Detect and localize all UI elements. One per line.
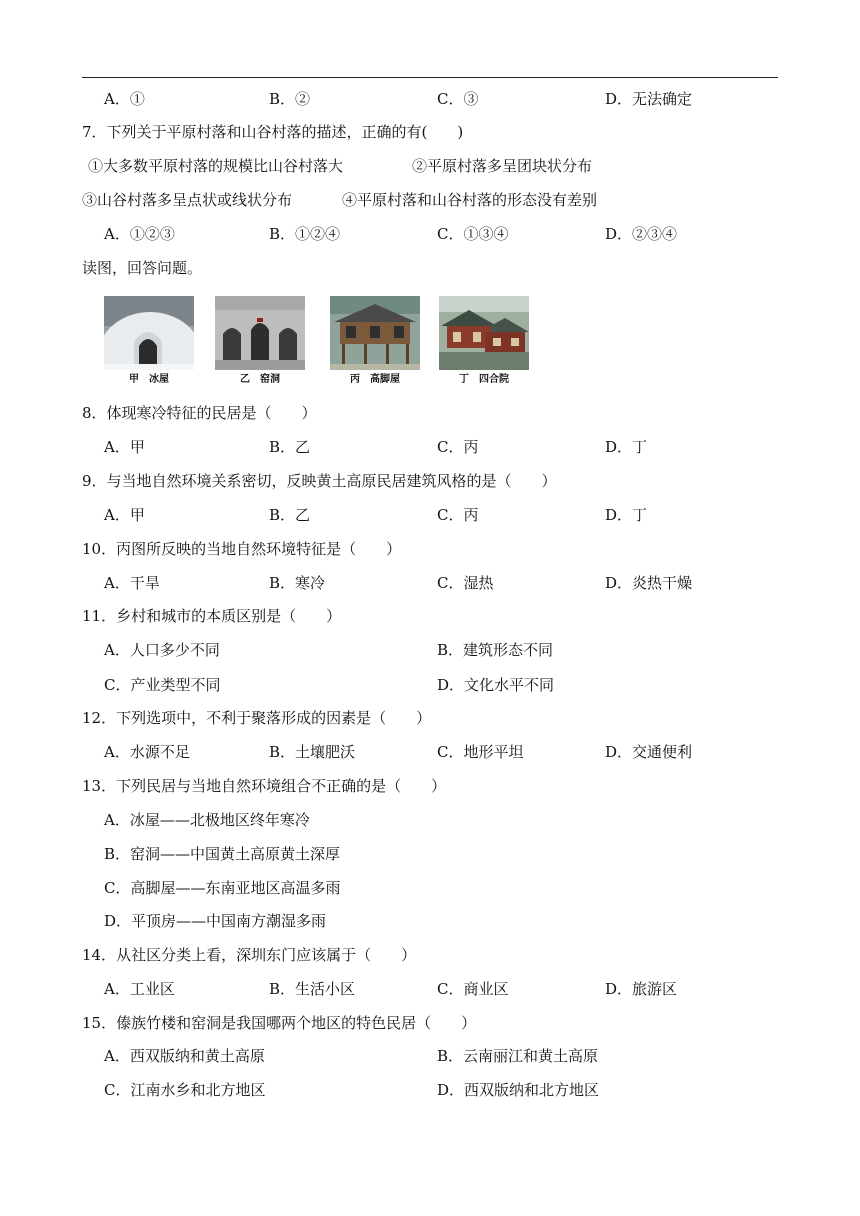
q9-option-b[interactable]: B．乙 <box>269 506 311 524</box>
q13-option-b[interactable]: B．窑洞——中国黄土高原黄土深厚 <box>104 845 341 863</box>
q11-option-b[interactable]: B．建筑形态不同 <box>437 641 554 659</box>
q6-option-c[interactable]: C．③ <box>437 90 479 108</box>
q7-option-b[interactable]: B．①②④ <box>269 225 341 243</box>
q14-options <box>82 977 782 1001</box>
q13-option-c[interactable]: C．高脚屋——东南亚地区高温多雨 <box>104 879 341 897</box>
cave-dwelling-photo <box>215 296 305 388</box>
q8-options <box>82 435 782 459</box>
q12-options <box>82 740 782 764</box>
igloo-photo <box>104 296 194 388</box>
q12-stem: 12．下列选项中，不利于聚落形成的因素是（ ） <box>82 709 432 727</box>
q15-option-b[interactable]: B．云南丽江和黄土高原 <box>437 1047 599 1065</box>
q6-option-d[interactable]: D．无法确定 <box>605 90 693 108</box>
q6-options <box>82 87 782 111</box>
q9-option-c[interactable]: C．丙 <box>437 506 479 524</box>
q10-option-b[interactable]: B．寒冷 <box>269 574 326 592</box>
q7-statements-row-1 <box>82 154 782 178</box>
q14-option-a[interactable]: A．工业区 <box>104 980 175 998</box>
q7-option-d[interactable]: D．②③④ <box>605 225 678 243</box>
q13-option-d-row <box>82 909 782 933</box>
q7-statement-3: ③山谷村落多呈点状或线状分布 <box>82 191 293 209</box>
caption-cave-dwelling: 乙 窑洞 <box>240 374 280 385</box>
q7-option-c[interactable]: C．①③④ <box>437 225 509 243</box>
cave-dwelling-image <box>215 296 305 370</box>
read-prompt: 读图，回答问题。 <box>82 259 203 277</box>
q9-stem: 9．与当地自然环境关系密切，反映黄土高原民居建筑风格的是（ ） <box>82 472 557 490</box>
q8-option-d[interactable]: D．丁 <box>605 438 648 456</box>
dwellings-figure <box>104 296 514 388</box>
q8-option-b[interactable]: B．乙 <box>269 438 311 456</box>
q11-option-a[interactable]: A．人口多少不同 <box>104 641 220 659</box>
q11-option-d[interactable]: D．文化水平不同 <box>437 676 555 694</box>
q7-option-a[interactable]: A．①②③ <box>104 225 175 243</box>
q7-statements-row-2 <box>82 188 782 212</box>
q10-stem: 10．丙图所反映的当地自然环境特征是（ ） <box>82 540 402 558</box>
caption-courtyard-house: 丁 四合院 <box>459 374 509 385</box>
q14-option-d[interactable]: D．旅游区 <box>605 980 678 998</box>
stilt-house-photo <box>330 296 420 388</box>
q7-options <box>82 222 782 246</box>
q10-option-d[interactable]: D．炎热干燥 <box>605 574 693 592</box>
q13-stem: 13．下列民居与当地自然环境组合不正确的是（ ） <box>82 777 447 795</box>
q11-stem: 11．乡村和城市的本质区别是（ ） <box>82 607 342 625</box>
caption-stilt-house: 丙 高脚屋 <box>350 374 400 385</box>
q9-option-a[interactable]: A．甲 <box>104 506 145 524</box>
q9-option-d[interactable]: D．丁 <box>605 506 648 524</box>
header-rule <box>82 77 778 78</box>
q13-option-b-row <box>82 842 782 866</box>
caption-igloo: 甲 冰屋 <box>129 374 169 385</box>
q12-option-d[interactable]: D．交通便利 <box>605 743 693 761</box>
q7-statement-1: ①大多数平原村落的规模比山谷村落大 <box>88 157 344 175</box>
q12-option-c[interactable]: C．地形平坦 <box>437 743 524 761</box>
q15-options-row-1 <box>82 1044 782 1068</box>
q15-option-d[interactable]: D．西双版纳和北方地区 <box>437 1081 600 1099</box>
courtyard-house-image <box>439 296 529 370</box>
q14-option-b[interactable]: B．生活小区 <box>269 980 356 998</box>
q6-option-b[interactable]: B．② <box>269 90 311 108</box>
q11-option-c[interactable]: C．产业类型不同 <box>104 676 221 694</box>
q9-options <box>82 503 782 527</box>
q12-option-a[interactable]: A．水源不足 <box>104 743 190 761</box>
q8-option-a[interactable]: A．甲 <box>104 438 145 456</box>
q10-option-c[interactable]: C．湿热 <box>437 574 494 592</box>
q15-option-c[interactable]: C．江南水乡和北方地区 <box>104 1081 266 1099</box>
q13-option-a-row <box>82 808 782 832</box>
q10-options <box>82 571 782 595</box>
q11-options-row-1 <box>82 638 782 662</box>
q6-option-a[interactable]: A．① <box>104 90 145 108</box>
courtyard-house-photo <box>439 296 529 388</box>
q12-option-b[interactable]: B．土壤肥沃 <box>269 743 356 761</box>
q14-option-c[interactable]: C．商业区 <box>437 980 509 998</box>
q10-option-a[interactable]: A．干旱 <box>104 574 160 592</box>
q11-options-row-2 <box>82 673 782 697</box>
q13-option-d[interactable]: D．平顶房——中国南方潮湿多雨 <box>104 912 327 930</box>
igloo-image <box>104 296 194 370</box>
q8-option-c[interactable]: C．丙 <box>437 438 479 456</box>
q15-stem: 15．傣族竹楼和窑洞是我国哪两个地区的特色民居（ ） <box>82 1014 477 1032</box>
q14-stem: 14．从社区分类上看，深圳东门应该属于（ ） <box>82 946 417 964</box>
q7-statement-2: ②平原村落多呈团块状分布 <box>412 157 593 175</box>
q7-stem: 7．下列关于平原村落和山谷村落的描述，正确的有( ) <box>82 123 464 141</box>
q7-statement-4: ④平原村落和山谷村落的形态没有差别 <box>342 191 598 209</box>
q15-options-row-2 <box>82 1078 782 1102</box>
stilt-house-image <box>330 296 420 370</box>
q8-stem: 8．体现寒冷特征的民居是（ ） <box>82 404 317 422</box>
q13-option-c-row <box>82 876 782 900</box>
q13-option-a[interactable]: A．冰屋——北极地区终年寒冷 <box>104 811 310 829</box>
q15-option-a[interactable]: A．西双版纳和黄土高原 <box>104 1047 265 1065</box>
